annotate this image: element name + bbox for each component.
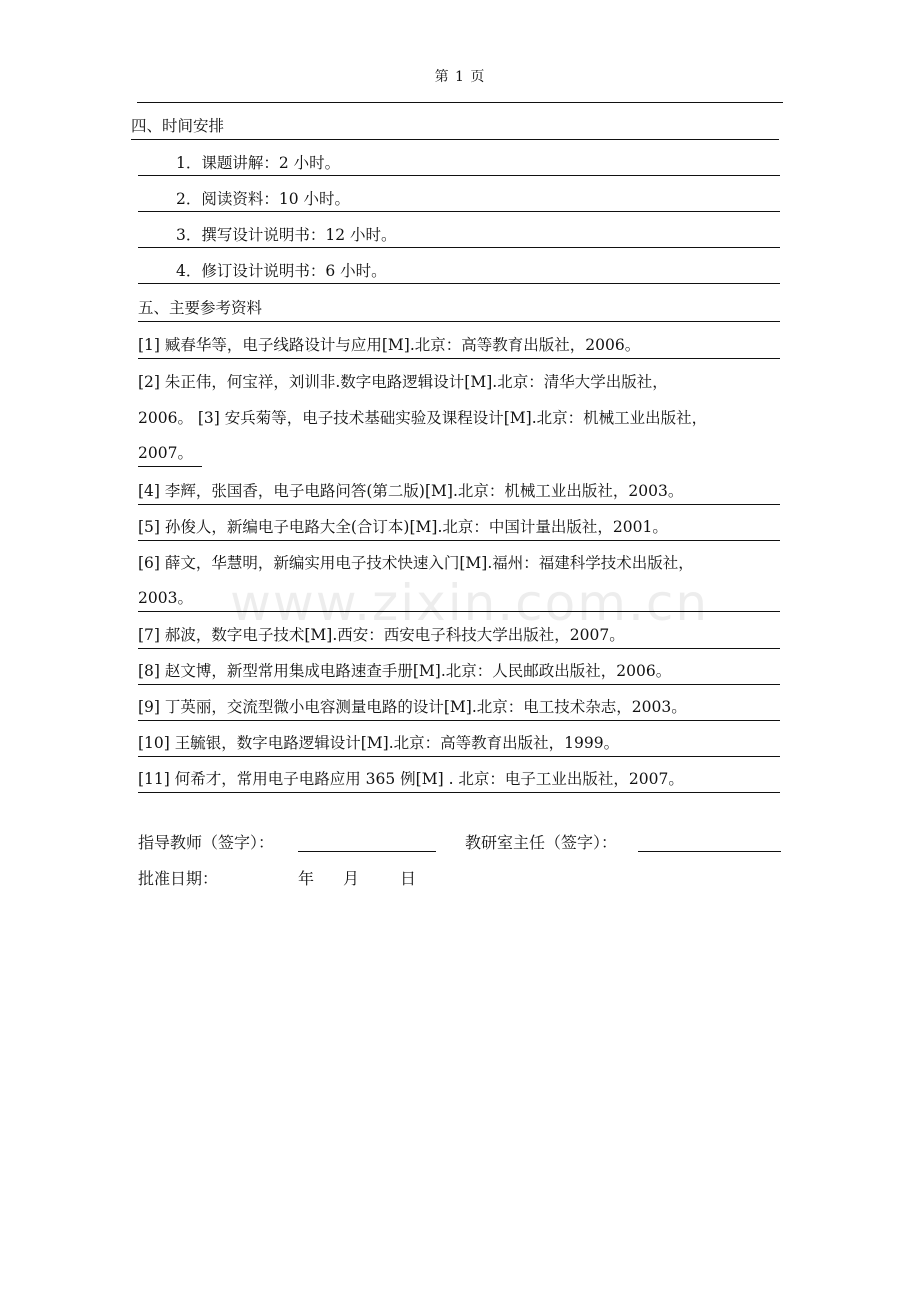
- date-day-label: 日: [400, 869, 417, 888]
- director-signature-blank: [638, 851, 781, 852]
- reference-line: [7] 郝波，数字电子技术[M].西安：西安电子科技大学出版社，2007。: [138, 622, 780, 649]
- reference-line: 2006。 [3] 安兵菊等，电子技术基础实验及课程设计[M].北京：机械工业出版社，: [138, 409, 708, 427]
- reference-line: [1] 臧春华等，电子线路设计与应用[M].北京：高等教育出版社，2006。: [138, 332, 780, 359]
- reference-line: [8] 赵文博，新型常用集成电路速查手册[M].北京：人民邮政出版社，2006。: [138, 658, 780, 685]
- section-title-schedule: 四、时间安排: [131, 113, 779, 140]
- advisor-signature-blank: [298, 851, 436, 852]
- schedule-item: 2．阅读资料：10 小时。: [138, 186, 780, 212]
- reference-line: [4] 李辉，张国香，电子电路问答(第二版)[M].北京：机械工业出版社，2003。: [138, 478, 780, 505]
- schedule-item: 3．撰写设计说明书：12 小时。: [138, 222, 780, 248]
- header-divider: [137, 102, 783, 103]
- reference-line: [11] 何希才，常用电子电路应用 365 例[M] . 北京：电子工业出版社，2007。: [138, 766, 780, 793]
- reference-line: [5] 孙俊人，新编电子电路大全(合订本)[M].北京：中国计量出版社，2001。: [138, 514, 780, 541]
- date-year-label: 年: [298, 869, 315, 888]
- reference-line: [6] 薛文，华慧明，新编实用电子技术快速入门[M].福州：福建科学技术出版社，: [138, 554, 694, 572]
- page-number: 第 1 页: [434, 69, 486, 85]
- advisor-signature-label: 指导教师（签字）：: [138, 833, 275, 852]
- reference-line: 2003。: [138, 585, 780, 612]
- reference-line: [2] 朱正伟，何宝祥，刘训非.数字电路逻辑设计[M].北京：清华大学出版社，: [138, 373, 668, 391]
- reference-line: [10] 王毓银，数字电路逻辑设计[M].北京：高等教育出版社，1999。: [138, 730, 780, 757]
- watermark: www.zixin.com.cn: [230, 574, 710, 632]
- section-title-references: 五、主要参考资料: [138, 295, 780, 322]
- director-signature-label: 教研室主任（签字）：: [465, 833, 618, 852]
- reference-line: 2007。: [138, 440, 202, 467]
- reference-line: [9] 丁英丽，交流型微小电容测量电路的设计[M].北京：电工技术杂志，2003。: [138, 694, 780, 721]
- schedule-item: 1．课题讲解：2 小时。: [138, 150, 780, 176]
- schedule-item: 4．修订设计说明书：6 小时。: [138, 258, 780, 284]
- date-month-label: 月: [343, 869, 360, 888]
- approval-date-label: 批准日期：: [138, 869, 219, 888]
